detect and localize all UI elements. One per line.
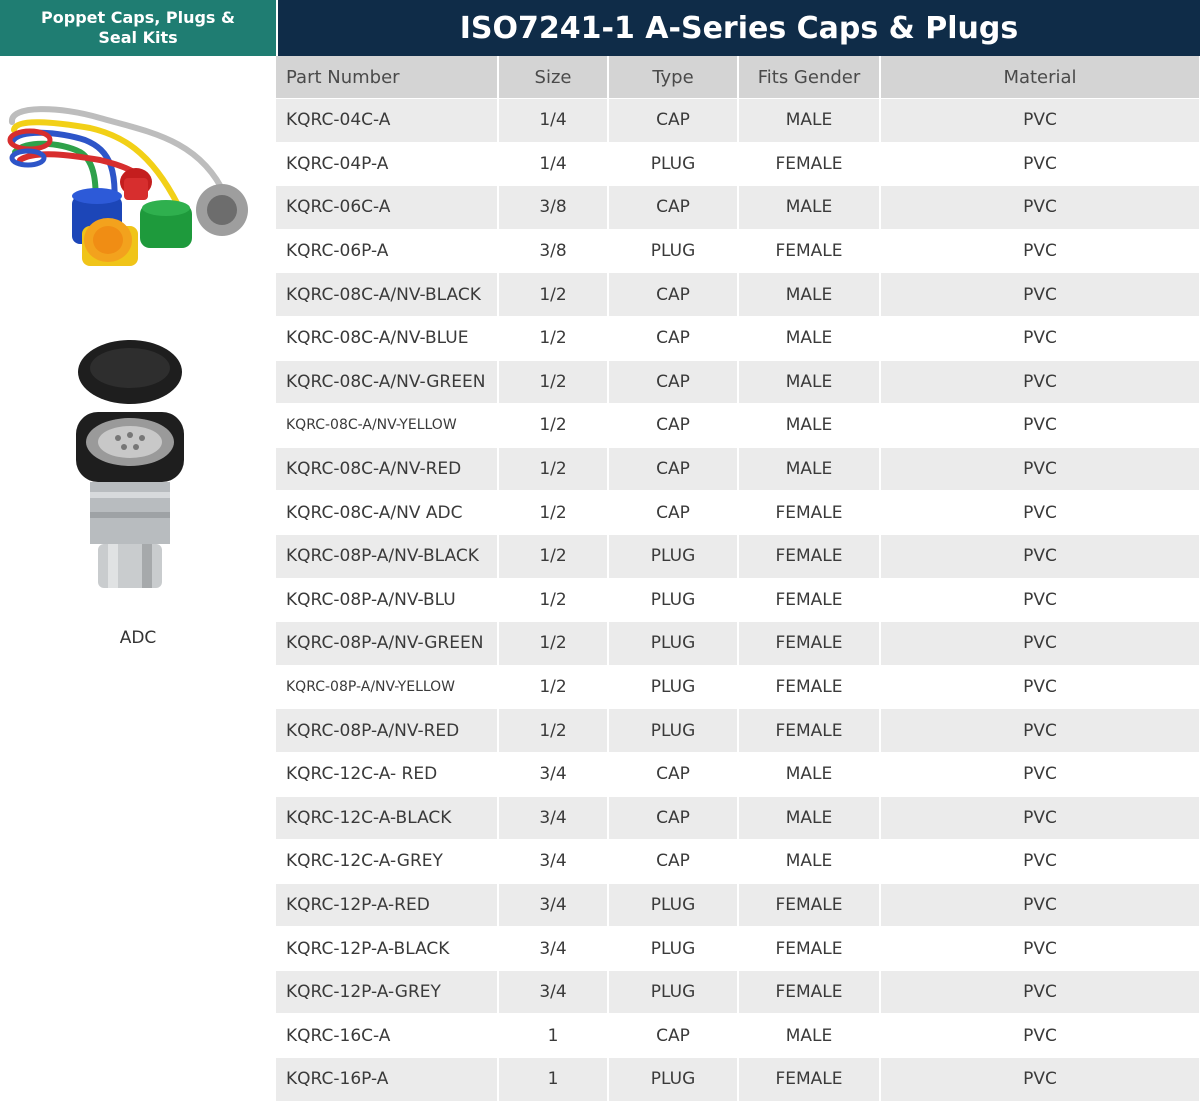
part-number-cell: KQRC-08C-A/NV-BLACK: [276, 273, 498, 317]
fits-gender-cell: MALE: [738, 1014, 880, 1058]
fits-gender-cell: MALE: [738, 273, 880, 317]
fits-gender-cell: FEMALE: [738, 229, 880, 273]
material-cell: PVC: [880, 927, 1200, 971]
table-row: [276, 796, 1200, 840]
material-cell: PVC: [880, 99, 1200, 143]
part-number-cell: KQRC-08C-A/NV-BLUE: [276, 316, 498, 360]
size-cell: 1/4: [498, 142, 608, 186]
type-cell: CAP: [608, 796, 738, 840]
size-cell: 1/2: [498, 360, 608, 404]
size-cell: 1: [498, 1014, 608, 1058]
part-number-cell: KQRC-08P-A/NV-RED: [276, 709, 498, 753]
parts-table: [276, 56, 1200, 1101]
size-cell: 3/4: [498, 970, 608, 1014]
type-cell: CAP: [608, 491, 738, 535]
part-number-cell: KQRC-12C-A-BLACK: [276, 796, 498, 840]
part-number-cell: KQRC-04C-A: [276, 99, 498, 143]
type-cell: CAP: [608, 447, 738, 491]
type-cell: CAP: [608, 316, 738, 360]
material-cell: PVC: [880, 273, 1200, 317]
part-number-cell: KQRC-06P-A: [276, 229, 498, 273]
part-number-cell: KQRC-06C-A: [276, 186, 498, 230]
fits-gender-cell: MALE: [738, 840, 880, 884]
type-cell: PLUG: [608, 709, 738, 753]
type-cell: PLUG: [608, 142, 738, 186]
type-cell: CAP: [608, 273, 738, 317]
table-body: [276, 99, 1200, 1101]
fits-gender-cell: FEMALE: [738, 622, 880, 666]
fits-gender-cell: FEMALE: [738, 970, 880, 1014]
column-header-part-number: Part Number: [276, 56, 498, 99]
size-cell: 3/4: [498, 752, 608, 796]
type-cell: CAP: [608, 99, 738, 143]
size-cell: 3/8: [498, 186, 608, 230]
type-cell: PLUG: [608, 622, 738, 666]
material-cell: PVC: [880, 534, 1200, 578]
table-row: [276, 665, 1200, 709]
table-row: [276, 883, 1200, 927]
fits-gender-cell: MALE: [738, 796, 880, 840]
size-cell: 1/4: [498, 99, 608, 143]
size-cell: 1/2: [498, 404, 608, 448]
table-row: [276, 404, 1200, 448]
part-number-cell: KQRC-08P-A/NV-BLACK: [276, 534, 498, 578]
size-cell: 1/2: [498, 578, 608, 622]
fits-gender-cell: FEMALE: [738, 534, 880, 578]
part-number-cell: KQRC-12P-A-BLACK: [276, 927, 498, 971]
part-number-cell: KQRC-12P-A-GREY: [276, 970, 498, 1014]
fits-gender-cell: FEMALE: [738, 665, 880, 709]
table-row: [276, 273, 1200, 317]
material-cell: PVC: [880, 447, 1200, 491]
type-cell: CAP: [608, 404, 738, 448]
fits-gender-cell: FEMALE: [738, 491, 880, 535]
fits-gender-cell: FEMALE: [738, 578, 880, 622]
fits-gender-cell: MALE: [738, 752, 880, 796]
table-row: [276, 840, 1200, 884]
size-cell: 3/4: [498, 883, 608, 927]
table-row: [276, 360, 1200, 404]
adc-caption: ADC: [119, 628, 157, 648]
table-row: [276, 1014, 1200, 1058]
table-row: [276, 622, 1200, 666]
size-cell: 3/8: [498, 229, 608, 273]
table-row: [276, 534, 1200, 578]
fits-gender-cell: FEMALE: [738, 709, 880, 753]
fits-gender-cell: MALE: [738, 99, 880, 143]
size-cell: 1/2: [498, 491, 608, 535]
table-header-row: [276, 56, 1200, 99]
material-cell: PVC: [880, 622, 1200, 666]
fits-gender-cell: MALE: [738, 447, 880, 491]
material-cell: PVC: [880, 840, 1200, 884]
part-number-cell: KQRC-12C-A- RED: [276, 752, 498, 796]
material-cell: PVC: [880, 665, 1200, 709]
table-row: [276, 186, 1200, 230]
fits-gender-cell: FEMALE: [738, 1058, 880, 1101]
type-cell: CAP: [608, 1014, 738, 1058]
table-row: [276, 927, 1200, 971]
type-cell: CAP: [608, 752, 738, 796]
part-number-cell: KQRC-04P-A: [276, 142, 498, 186]
type-cell: CAP: [608, 186, 738, 230]
size-cell: 1/2: [498, 273, 608, 317]
size-cell: 1/2: [498, 534, 608, 578]
fits-gender-cell: MALE: [738, 360, 880, 404]
size-cell: 3/4: [498, 796, 608, 840]
part-number-cell: KQRC-08C-A/NV-GREEN: [276, 360, 498, 404]
table-row: [276, 229, 1200, 273]
table-row: [276, 752, 1200, 796]
part-number-cell: KQRC-12C-A-GREY: [276, 840, 498, 884]
material-cell: PVC: [880, 709, 1200, 753]
size-cell: 1: [498, 1058, 608, 1101]
type-cell: CAP: [608, 840, 738, 884]
fits-gender-cell: MALE: [738, 316, 880, 360]
part-number-cell: KQRC-16C-A: [276, 1014, 498, 1058]
page-title: ISO7241-1 A-Series Caps & Plugs: [278, 0, 1200, 56]
table-row: [276, 578, 1200, 622]
type-cell: PLUG: [608, 578, 738, 622]
adc-coupler-image: [60, 332, 210, 597]
material-cell: PVC: [880, 883, 1200, 927]
size-cell: 1/2: [498, 665, 608, 709]
table-row: [276, 970, 1200, 1014]
part-number-cell: KQRC-08P-A/NV-BLU: [276, 578, 498, 622]
table-row: [276, 1058, 1200, 1101]
material-cell: PVC: [880, 404, 1200, 448]
material-cell: PVC: [880, 142, 1200, 186]
part-number-cell: KQRC-12P-A-RED: [276, 883, 498, 927]
type-cell: PLUG: [608, 970, 738, 1014]
table-row: [276, 142, 1200, 186]
size-cell: 1/2: [498, 622, 608, 666]
material-cell: PVC: [880, 360, 1200, 404]
column-header-fits-gender: Fits Gender: [738, 56, 880, 99]
size-cell: 1/2: [498, 447, 608, 491]
fits-gender-cell: FEMALE: [738, 142, 880, 186]
caps-kit-image: [0, 100, 276, 275]
size-cell: 1/2: [498, 316, 608, 360]
column-header-material: Material: [880, 56, 1200, 99]
part-number-cell: KQRC-08C-A/NV-YELLOW: [276, 404, 498, 448]
table-row: [276, 709, 1200, 753]
part-number-cell: KQRC-08C-A/NV-RED: [276, 447, 498, 491]
table-row: [276, 491, 1200, 535]
size-cell: 1/2: [498, 709, 608, 753]
type-cell: PLUG: [608, 229, 738, 273]
column-header-size: Size: [498, 56, 608, 99]
fits-gender-cell: MALE: [738, 404, 880, 448]
material-cell: PVC: [880, 752, 1200, 796]
fits-gender-cell: FEMALE: [738, 883, 880, 927]
sidebar: [0, 0, 276, 1081]
type-cell: PLUG: [608, 927, 738, 971]
part-number-cell: KQRC-08C-A/NV ADC: [276, 491, 498, 535]
type-cell: PLUG: [608, 883, 738, 927]
type-cell: CAP: [608, 360, 738, 404]
fits-gender-cell: FEMALE: [738, 927, 880, 971]
material-cell: PVC: [880, 316, 1200, 360]
size-cell: 3/4: [498, 927, 608, 971]
material-cell: PVC: [880, 1058, 1200, 1101]
material-cell: PVC: [880, 578, 1200, 622]
type-cell: PLUG: [608, 1058, 738, 1101]
table-row: [276, 447, 1200, 491]
material-cell: PVC: [880, 491, 1200, 535]
sidebar-category-title: Poppet Caps, Plugs & Seal Kits: [0, 0, 276, 56]
type-cell: PLUG: [608, 665, 738, 709]
material-cell: PVC: [880, 796, 1200, 840]
material-cell: PVC: [880, 186, 1200, 230]
table-row: [276, 316, 1200, 360]
fits-gender-cell: MALE: [738, 186, 880, 230]
table-row: [276, 99, 1200, 143]
size-cell: 3/4: [498, 840, 608, 884]
part-number-cell: KQRC-08P-A/NV-YELLOW: [276, 665, 498, 709]
part-number-cell: KQRC-08P-A/NV-GREEN: [276, 622, 498, 666]
type-cell: PLUG: [608, 534, 738, 578]
column-header-type: Type: [608, 56, 738, 99]
part-number-cell: KQRC-16P-A: [276, 1058, 498, 1101]
material-cell: PVC: [880, 229, 1200, 273]
material-cell: PVC: [880, 1014, 1200, 1058]
material-cell: PVC: [880, 970, 1200, 1014]
